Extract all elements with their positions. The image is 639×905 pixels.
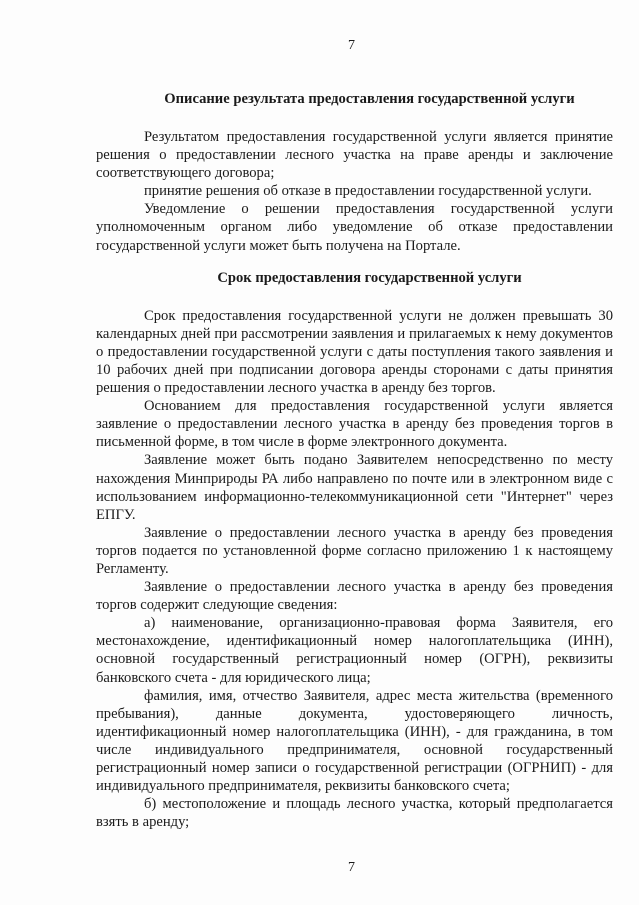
paragraph: Заявление может быть подано Заявителем непосредственно по месту нахождения Минприроды РА либо направлено по почте или в электронном виде с использованием информационно-телекоммуникационной сети "Интернет" через ЕПГУ. xyxy=(96,452,613,523)
section-heading-result: Описание результата предоставления государственной услуги xyxy=(164,91,575,107)
paragraph: Основанием для предоставления государственной услуги является заявление о предоставлении лесного участка в аренду без проведения торгов в письменной форме, в том числе в форме электронного документа. xyxy=(96,398,613,451)
page-number-top: 7 xyxy=(348,38,355,53)
paragraph: Заявление о предоставлении лесного участка в аренду без проведения торгов подается по установленной форме согласно приложению 1 к настоящему Регламенту. xyxy=(96,524,613,577)
paragraph: принятие решения об отказе в предоставлении государственной услуги. xyxy=(144,183,592,200)
paragraph: Срок предоставления государственной услуги не должен превышать 30 календарных дней при рассмотрении заявления и прилагаемых к нему документов о предоставлении государственной услуги с даты поступления такого заявления и 10 рабочих дней при подписании договора аренды сторонами с даты принятия решения о предоставлении лесного участка в аренду без торгов. xyxy=(96,307,613,397)
paragraph: Заявление о предоставлении лесного участка в аренду без проведения торгов содержит следующие сведения: xyxy=(96,579,613,614)
document-body xyxy=(96,90,613,831)
paragraph: а) наименование, организационно-правовая форма Заявителя, его местонахождение, идентификационный номер налогоплательщика (ИНН), основной государственный регистрационный номер (ОГРН), реквизиты банковского счета - для юридического лица; xyxy=(96,615,613,686)
paragraph: фамилия, имя, отчество Заявителя, адрес места жительства (временного пребывания), данные документа, удостоверяющего личность, идентификационный номер налогоплательщика (ИНН), - для гражданина, в том числе индивидуального предпринимателя, основной государственный регистрационный номер записи о государственной регистрации (ОГРНИП) - для индивидуального предпринимателя, реквизиты банковского счета; xyxy=(96,687,613,795)
paragraph: б) местоположение и площадь лесного участка, который предполагается взять в аренду; xyxy=(96,796,613,831)
section-heading-term: Срок предоставления государственной услуги xyxy=(217,269,522,286)
paragraph: Результатом предоставления государственной услуги является принятие решения о предоставлении лесного участка на праве аренды и заключение соответствующего договора; xyxy=(96,129,613,182)
page-number-bottom: 7 xyxy=(348,860,355,875)
paragraph: Уведомление о решении предоставления государственной услуги уполномоченным органом либо уведомление об отказе предоставлении государственной услуги может быть получена на Портале. xyxy=(96,201,613,254)
